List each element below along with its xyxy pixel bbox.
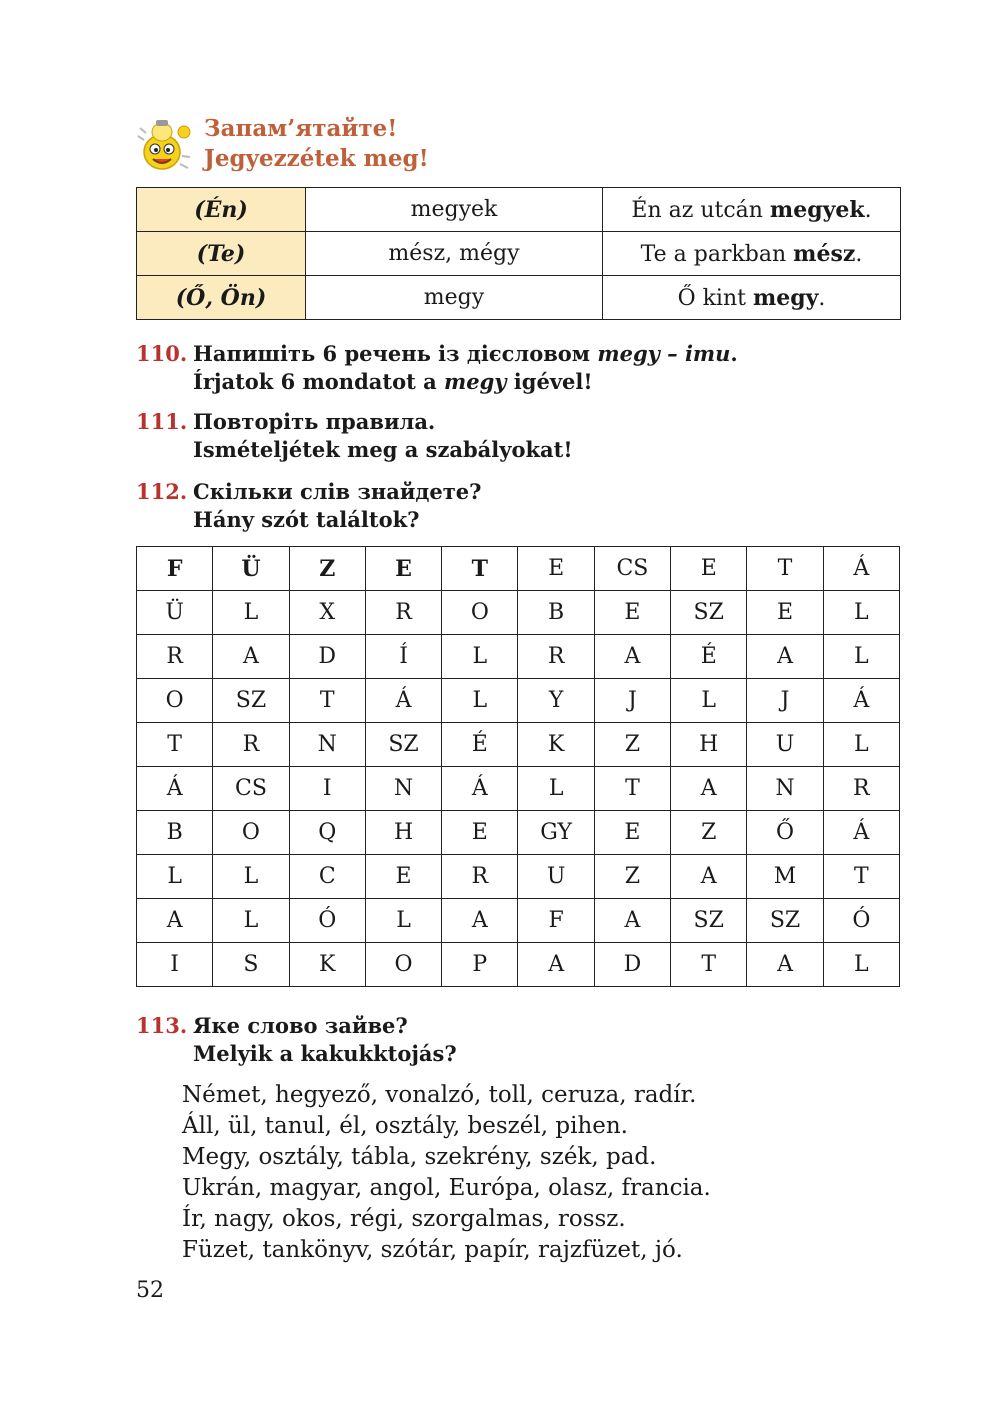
grid-cell: CS (594, 547, 670, 591)
task-number: 113. (136, 1013, 188, 1038)
task-instruction-hu: Írjatok 6 mondatot a megy igével! (193, 369, 593, 394)
grid-cell: K (518, 723, 594, 767)
word-list-line: Ír, nagy, okos, régi, szorgalmas, rossz. (182, 1206, 626, 1232)
grid-cell: T (289, 679, 365, 723)
grid-cell: B (518, 591, 594, 635)
grid-cell: D (594, 943, 670, 987)
grid-cell: F (137, 547, 213, 591)
conjugation-row (137, 232, 901, 276)
grid-cell: M (747, 855, 823, 899)
grid-cell: Ó (289, 899, 365, 943)
verb-form-cell: mész, mégy (306, 232, 603, 276)
grid-cell: Á (442, 767, 518, 811)
grid-cell: SZ (213, 679, 289, 723)
word-list-line: Megy, osztály, tábla, szekrény, szék, pad. (182, 1144, 657, 1170)
grid-cell: R (213, 723, 289, 767)
grid-row (137, 811, 900, 855)
grid-cell: L (671, 679, 747, 723)
verb-form-cell: megy (306, 276, 603, 320)
grid-cell: E (442, 811, 518, 855)
grid-cell: SZ (365, 723, 441, 767)
grid-row (137, 635, 900, 679)
grid-cell: H (671, 723, 747, 767)
grid-cell: C (289, 855, 365, 899)
grid-cell: Y (518, 679, 594, 723)
grid-cell: H (365, 811, 441, 855)
remember-box (136, 114, 896, 180)
grid-cell: Á (137, 767, 213, 811)
grid-cell: Á (823, 811, 899, 855)
grid-cell: L (137, 855, 213, 899)
verb-form-cell: megyek (306, 188, 603, 232)
grid-cell: U (518, 855, 594, 899)
remember-heading-hu: Jegyezzétek meg! (204, 145, 429, 172)
grid-cell: Z (671, 811, 747, 855)
pronoun-cell: (Én) (137, 188, 306, 232)
grid-cell: R (365, 591, 441, 635)
grid-cell: E (518, 547, 594, 591)
task-instruction-uk: Яке слово зайве? (193, 1013, 408, 1038)
grid-cell: T (671, 943, 747, 987)
remember-heading-uk: Запам’ятайте! (204, 115, 398, 142)
odd-one-out-list (182, 1080, 711, 1266)
grid-row (137, 547, 900, 591)
grid-cell: E (594, 591, 670, 635)
grid-cell: Z (594, 855, 670, 899)
grid-cell: L (442, 635, 518, 679)
grid-cell: Z (594, 723, 670, 767)
task-number: 112. (136, 479, 188, 504)
task-instruction-uk: Повторіть правила. (193, 409, 436, 434)
pronoun-cell: (Te) (137, 232, 306, 276)
grid-cell: F (518, 899, 594, 943)
grid-cell: T (594, 767, 670, 811)
grid-cell: N (289, 723, 365, 767)
example-cell: Te a parkban mész. (603, 232, 901, 276)
grid-row (137, 679, 900, 723)
grid-cell: O (365, 943, 441, 987)
grid-cell: L (213, 591, 289, 635)
grid-cell: O (137, 679, 213, 723)
grid-cell: A (594, 635, 670, 679)
grid-cell: A (518, 943, 594, 987)
grid-cell: L (823, 635, 899, 679)
grid-cell: L (213, 855, 289, 899)
grid-cell: L (823, 723, 899, 767)
grid-cell: Q (289, 811, 365, 855)
grid-cell: O (442, 591, 518, 635)
grid-row (137, 767, 900, 811)
grid-cell: R (442, 855, 518, 899)
grid-cell: Z (289, 547, 365, 591)
conjugation-table (136, 187, 901, 320)
grid-cell: D (289, 635, 365, 679)
grid-cell: A (671, 767, 747, 811)
grid-cell: E (365, 855, 441, 899)
grid-cell: A (594, 899, 670, 943)
grid-cell: É (442, 723, 518, 767)
grid-cell: E (365, 547, 441, 591)
grid-cell: Ő (747, 811, 823, 855)
grid-row (137, 855, 900, 899)
grid-row (137, 591, 900, 635)
grid-cell: R (518, 635, 594, 679)
task-instruction-hu: Melyik a kakukktojás? (193, 1041, 457, 1066)
grid-cell: A (747, 635, 823, 679)
word-list-line: Áll, ül, tanul, él, osztály, beszél, pihen. (182, 1113, 628, 1139)
grid-cell: E (747, 591, 823, 635)
grid-cell: L (442, 679, 518, 723)
grid-row (137, 899, 900, 943)
word-list-line: Német, hegyező, vonalzó, toll, ceruza, radír. (182, 1082, 697, 1108)
grid-cell: CS (213, 767, 289, 811)
grid-cell: B (137, 811, 213, 855)
conjugation-row (137, 188, 901, 232)
page-number: 52 (136, 1278, 164, 1303)
grid-cell: I (137, 943, 213, 987)
grid-cell: P (442, 943, 518, 987)
grid-cell: L (213, 899, 289, 943)
grid-row (137, 943, 900, 987)
grid-cell: SZ (671, 899, 747, 943)
conjugation-row (137, 276, 901, 320)
grid-cell: GY (518, 811, 594, 855)
word-list-line: Ukrán, magyar, angol, Európa, olasz, francia. (182, 1175, 711, 1201)
grid-cell: L (823, 591, 899, 635)
grid-cell: A (442, 899, 518, 943)
grid-cell: J (594, 679, 670, 723)
grid-cell: A (747, 943, 823, 987)
grid-cell: Á (823, 547, 899, 591)
grid-cell: R (137, 635, 213, 679)
grid-cell: I (289, 767, 365, 811)
grid-cell: L (365, 899, 441, 943)
grid-cell: SZ (671, 591, 747, 635)
grid-cell: L (823, 943, 899, 987)
task-instruction-uk: Напишіть 6 речень із дієсловом megy – іти. (193, 341, 738, 366)
remember-heading (204, 114, 429, 174)
task-instruction-hu: Ismételjétek meg a szabályokat! (193, 437, 573, 462)
grid-cell: É (671, 635, 747, 679)
word-search-grid (136, 546, 900, 987)
task-instruction-hu: Hány szót találtok? (193, 507, 420, 532)
grid-cell: X (289, 591, 365, 635)
grid-cell: U (747, 723, 823, 767)
task-number: 110. (136, 341, 188, 366)
grid-cell: Ó (823, 899, 899, 943)
lightbulb-mascot-icon (136, 114, 194, 176)
grid-cell: SZ (747, 899, 823, 943)
grid-cell: A (137, 899, 213, 943)
grid-cell: Á (823, 679, 899, 723)
grid-cell: E (594, 811, 670, 855)
grid-cell: A (671, 855, 747, 899)
grid-cell: A (213, 635, 289, 679)
task-instruction-uk: Скільки слів знайдете? (193, 479, 482, 504)
grid-row (137, 723, 900, 767)
example-cell: Ő kint megy. (603, 276, 901, 320)
pronoun-cell: (Ő, Ön) (137, 276, 306, 320)
grid-cell: Ü (213, 547, 289, 591)
grid-cell: Í (365, 635, 441, 679)
example-cell: Én az utcán megyek. (603, 188, 901, 232)
grid-cell: O (213, 811, 289, 855)
grid-cell: N (365, 767, 441, 811)
word-list-line: Füzet, tankönyv, szótár, papír, rajzfüzet, jó. (182, 1237, 683, 1263)
grid-cell: R (823, 767, 899, 811)
grid-cell: L (518, 767, 594, 811)
grid-cell: S (213, 943, 289, 987)
grid-cell: E (671, 547, 747, 591)
grid-cell: Á (365, 679, 441, 723)
task-number: 111. (136, 409, 188, 434)
grid-cell: T (137, 723, 213, 767)
grid-cell: T (823, 855, 899, 899)
grid-cell: T (442, 547, 518, 591)
grid-cell: T (747, 547, 823, 591)
grid-cell: N (747, 767, 823, 811)
grid-cell: J (747, 679, 823, 723)
grid-cell: K (289, 943, 365, 987)
grid-cell: Ü (137, 591, 213, 635)
